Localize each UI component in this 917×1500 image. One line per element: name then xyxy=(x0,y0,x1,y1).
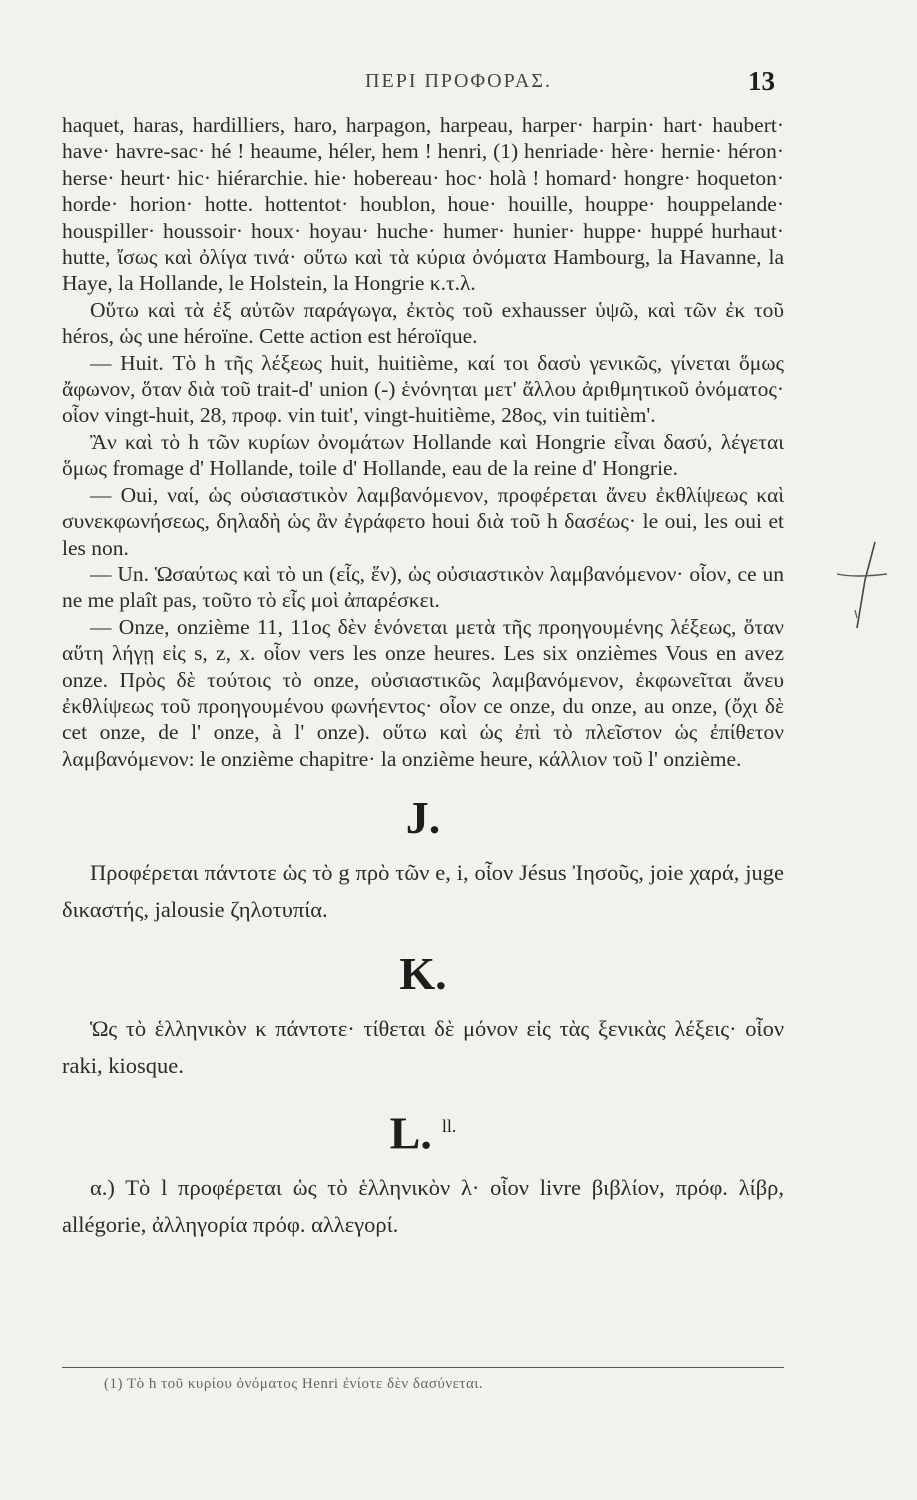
paragraph-onze: — Onze, onzième 11, 11ος δὲν ἑνόνεται μετὰ τῆς προηγουμένης λέξεως, ὅταν αὕτη λήγῃ εἰς s, z, x. οἷον vers les onze heures. Les six onzièmes Vous en avez onze. Πρὸς δὲ τούτοις τὸ onze, οὐσιαστικῶς λαμβανόμενον, ἐκφωνεῖται ἄνευ ἐκθλίψεως τοῦ προηγουμένου φωνήεντος· οἷον ce onze, du onze, au onze, (ὄχι δὲ cet onze, de l' onze, à l' onze). οὕτω καὶ ὡς ἐπὶ τὸ πλεῖστον ὡς ἐπίθετον λαμβανόμενον: le onzième chapitre· la onzième heure, κάλλιον τοῦ l' onzième. xyxy=(62,614,784,771)
running-head: ΠΕΡΙ ΠΡΟΦΟΡΑΣ. xyxy=(365,70,552,92)
paragraph-hollande: Ἂν καὶ τὸ h τῶν κυρίων ὀνομάτων Hollande καὶ Hongrie εἶναι δασύ, λέγεται ὅμως fromage d' Hollande, toile d' Hollande, eau de la reine d' Hongrie. xyxy=(62,429,784,481)
handwritten-margin-mark xyxy=(835,540,895,630)
paragraph-h-words: haquet, haras, hardilliers, haro, harpagon, harpeau, harper· harpin· hart· haubert· have· havre-sac· hé ! heaume, héler, hem ! henri, (1) henriade· hère· hernie· héron· herse· heurt· hic· hiérarchie. hie· hobereau· hoc· holà ! homard· hongre· hoqueton· horde· horion· hotte. hottentot· houblon, houe· houille, houppe· houppelande· houspiller· houssoir· houx· hoyau· huche· humer· hunier· huppe· huppé hurhaut· hutte, ἴσως καὶ ὀλίγα τινά· οὕτω καὶ τὰ κύρια ὀνόματα Hambourg, la Havanne, la Haye, la Hollande, le Holstein, la Hongrie κ.τ.λ. xyxy=(62,113,784,296)
letter-l-capital: L. xyxy=(389,1107,432,1159)
paragraph-l: α.) Τὸ l προφέρεται ὡς τὸ ἑλληνικὸν λ· οἷον livre βιβλίον, πρόφ. λίβρ, allégorie, ἀλληγορία πρόφ. αλλεγορί. xyxy=(62,1175,784,1238)
section-heading-k: K. xyxy=(399,948,447,1000)
paragraph-k: Ὡς τὸ ἑλληνικὸν κ πάντοτε· τίθεται δὲ μόνον εἰς τὰς ξενικὰς λέξεις· οἷον raki, kiosque. xyxy=(62,1016,784,1079)
section-heading-j: J. xyxy=(405,792,441,844)
main-text xyxy=(62,112,784,1243)
letter-l-small: ll. xyxy=(441,1116,457,1137)
page-number: 13 xyxy=(748,66,775,96)
page-header xyxy=(0,66,917,106)
paragraph-huit: — Huit. Τὸ h τῆς λέξεως huit, huitième, καί τοι δασὺ γενικῶς, γίνεται ὅμως ἄφωνον, ὅταν διὰ τοῦ trait-d' union (-) ἑνόνηται μετ' ἄλλου ἀριθμητικοῦ ὀνόματος· οἷον vingt-huit, 28, προφ. vin tuit', vingt-huitième, 28ος, vin tuitièm'. xyxy=(62,350,784,428)
footnote-divider xyxy=(62,1367,784,1368)
footnote: (1) Τὸ h τοῦ κυρίου ὀνόματος Henri ἐνίοτε δὲν δασύνεται. xyxy=(104,1376,484,1392)
section-heading-l xyxy=(62,1098,784,1161)
paragraph-un: — Un. Ὡσαύτως καὶ τὸ un (εἷς, ἕν), ὡς οὐσιαστικὸν λαμβανόμενον· οἷον, ce un ne me plaît pas, τοῦτο τὸ εἷς μοὶ ἀπαρέσκει. xyxy=(62,561,784,613)
paragraph-j: Προφέρεται πάντοτε ὡς τὸ g πρὸ τῶν e, i, οἷον Jésus Ἰησοῦς, joie χαρά, juge δικαστής, jalousie ζηλοτυπία. xyxy=(62,860,784,923)
paragraph-oui: — Oui, ναί, ὡς οὐσιαστικὸν λαμβανόμενον, προφέρεται ἄνευ ἐκθλίψεως καὶ συνεκφωνήσεως, δηλαδὴ ὡς ἂν ἐγράφετο houi διὰ τοῦ h δασέως· le oui, les oui et les non. xyxy=(62,482,784,560)
paragraph-derivatives: Οὕτω καὶ τὰ ἐξ αὐτῶν παράγωγα, ἐκτὸς τοῦ exhausser ὑψῶ, καὶ τῶν ἐκ τοῦ héros, ὡς une héroïne. Cette action est héroïque. xyxy=(62,297,784,349)
